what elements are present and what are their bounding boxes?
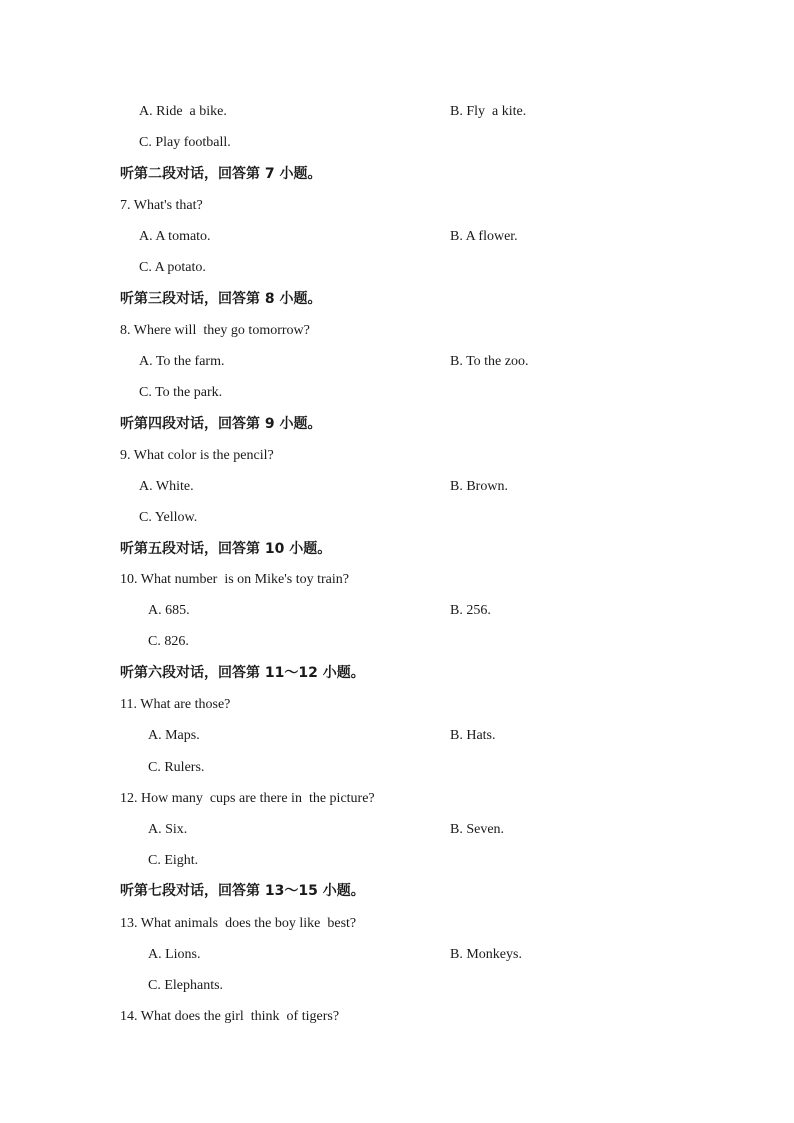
q7-option-a: A. A tomato.	[139, 229, 211, 244]
q13-option-c: C. Elephants.	[148, 978, 224, 993]
q10-question: 10. What number is on Mike's toy train?	[120, 572, 349, 587]
section-6-heading: 听第六段对话，回答第 11～12 小题。	[120, 665, 365, 681]
q8-option-a: A. To the farm.	[139, 354, 225, 369]
q7-question: 7. What's that?	[120, 198, 203, 213]
section-4-heading: 听第四段对话，回答第 9 小题。	[120, 416, 322, 432]
q13-question: 13. What animals does the boy like best?	[120, 916, 357, 931]
q6-option-a: A. Ride a bike.	[139, 104, 227, 119]
q6-option-b: B. Fly a kite.	[450, 104, 527, 119]
q12-option-a: A. Six.	[148, 822, 188, 837]
q9-option-c: C. Yellow.	[139, 510, 198, 525]
q13-option-b: B. Monkeys.	[450, 947, 522, 962]
q7-option-b: B. A flower.	[450, 229, 518, 244]
q11-option-a: A. Maps.	[148, 728, 200, 743]
q9-question: 9. What color is the pencil?	[120, 448, 274, 463]
q12-option-b: B. Seven.	[450, 822, 505, 837]
q12-option-c: C. Eight.	[148, 853, 199, 868]
q11-question: 11. What are those?	[120, 697, 231, 712]
q9-option-b: B. Brown.	[450, 479, 508, 494]
q9-option-a: A. White.	[139, 479, 194, 494]
q10-option-c: C. 826.	[148, 634, 189, 649]
section-5-heading: 听第五段对话，回答第 10 小题。	[120, 541, 332, 557]
q13-option-a: A. Lions.	[148, 947, 201, 962]
section-2-heading: 听第二段对话，回答第 7 小题。	[120, 166, 322, 182]
q10-option-a: A. 685.	[148, 603, 190, 618]
q14-question: 14. What does the girl think of tigers?	[120, 1009, 340, 1024]
q7-option-c: C. A potato.	[139, 260, 206, 275]
q12-question: 12. How many cups are there in the picture?	[120, 791, 375, 806]
q8-option-b: B. To the zoo.	[450, 354, 529, 369]
section-7-heading: 听第七段对话，回答第 13～15 小题。	[120, 883, 365, 899]
section-3-heading: 听第三段对话，回答第 8 小题。	[120, 291, 322, 307]
q11-option-b: B. Hats.	[450, 728, 496, 743]
q11-option-c: C. Rulers.	[148, 760, 205, 775]
q8-option-c: C. To the park.	[139, 385, 223, 400]
q10-option-b: B. 256.	[450, 603, 491, 618]
q6-option-c: C. Play football.	[139, 135, 231, 150]
q8-question: 8. Where will they go tomorrow?	[120, 323, 310, 338]
